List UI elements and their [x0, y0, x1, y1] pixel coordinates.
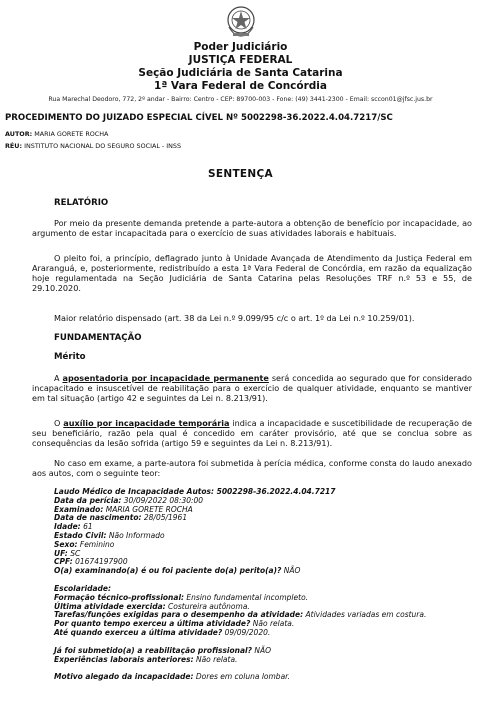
reu-label: RÉU:	[5, 142, 23, 150]
laudo-value: 01674197900	[75, 557, 128, 567]
laudo-block	[54, 488, 474, 682]
header-line-3: Seção Judiciária de Santa Catarina	[138, 67, 343, 79]
heading-fundamentacao: FUNDAMENTAÇÃO	[54, 333, 142, 343]
header-line-4: 1ª Vara Federal de Concórdia	[154, 80, 327, 92]
laudo-value: Atividades variadas em costura.	[305, 610, 427, 620]
laudo-title: Laudo Médico de Incapacidade Autos: 5002298-36.2022.4.04.7217	[54, 487, 336, 496]
laudo-key: Escolaridade:	[54, 583, 111, 593]
laudo-value: Dores em coluna lombar.	[195, 672, 290, 682]
p5-post: indica a incapacidade e suscetibilidade de recuperação de seu beneficiário, razão pela qual é concedido em caráter provisório, até que se conclua sobre as consequências da lesão sofrida (artigo 59 e seguintes da Lei n. 8.213/91).	[32, 418, 472, 448]
laudo-value: MARIA GORETE ROCHA	[105, 504, 193, 514]
autor-label: AUTOR:	[5, 130, 33, 138]
laudo-key: Formação técnico-profissional:	[54, 592, 185, 602]
header-line-1: Poder Judiciário	[193, 41, 288, 53]
laudo-value: Ensino fundamental incompleto.	[186, 592, 309, 602]
laudo-key: Sexo:	[54, 539, 78, 549]
heading-merito: Mérito	[54, 352, 86, 362]
p5-pre: O	[54, 418, 64, 428]
laudo-key: O(a) examinando(a) é ou foi paciente do(a) perito(a)?	[54, 566, 282, 576]
header-line-2: JUSTIÇA FEDERAL	[188, 54, 293, 66]
laudo-key: Estado Civil:	[54, 530, 107, 540]
paragraph-2: O pleito foi, a princípio, deflagrado junto à Unidade Avançada de Atendimento da Justiça Federal em Araranguá, e, posteriormente, redistribuído a esta 1ª Vara Federal de Concórdia, em razão da equalização hoje regulamentada na Seção Judiciária de Santa Catarina pelas Resoluções TRF n.º 53 e 55, de 29.10.2020.	[32, 253, 472, 293]
laudo-value: Feminino	[79, 539, 115, 549]
court-address: Rua Marechal Deodoro, 772, 2º andar - Bairro: Centro - CEP: 89700-003 - Fone: (49) 3441-2300 - Email: sccon01@jfsc.jus.br	[48, 96, 433, 103]
process-number: PROCEDIMENTO DO JUIZADO ESPECIAL CÍVEL Nº 5002298-36.2022.4.04.7217/SC	[5, 113, 393, 123]
laudo-value: NÃO	[254, 645, 271, 655]
laudo-key: Examinado:	[54, 504, 104, 514]
laudo-value: Não Informado	[108, 530, 165, 540]
laudo-value: 61	[83, 522, 93, 532]
laudo-key: Motivo alegado da incapacidade:	[54, 672, 194, 682]
laudo-key: Por quanto tempo exerceu a última atividade?	[54, 619, 251, 629]
laudo-key: Idade:	[54, 522, 81, 532]
laudo-key: Tarefas/funções exigidas para o desempenho da atividade:	[54, 610, 304, 620]
paragraph-1: Por meio da presente demanda pretende a parte-autora a obtenção de benefício por incapacidade, ao argumento de estar incapacitada para o exercício de suas atividades laborais e habituais.	[32, 218, 472, 238]
laudo-key: Data da perícia:	[54, 495, 122, 505]
laudo-value: 09/09/2020.	[224, 627, 271, 637]
party-autor	[5, 130, 108, 138]
laudo-key: Experiências laborais anteriores:	[54, 654, 194, 664]
laudo-value: 30/09/2022 08:30:00	[123, 495, 204, 505]
laudo-value: NÃO	[283, 566, 301, 576]
laudo-value: Não relata.	[195, 654, 238, 664]
coat-of-arms-icon	[226, 5, 256, 38]
laudo-key: Data de nascimento:	[54, 513, 142, 523]
paragraph-4	[32, 373, 472, 403]
laudo-key: Já foi submetido(a) a reabilitação profissional?	[54, 645, 252, 655]
party-reu	[5, 142, 181, 150]
p5-bold: auxílio por incapacidade temporária	[63, 418, 230, 428]
heading-relatorio: RELATÓRIO	[54, 198, 109, 208]
paragraph-5	[32, 418, 472, 448]
p4-post: será concedida ao segurado que for considerado incapacitado e insuscetível de reabilitação para o exercício de qualquer atividade, enquanto se mantiver em tal situação (artigo 42 e seguintes da Lei n. 8.213/91).	[32, 373, 472, 403]
reu-name: INSTITUTO NACIONAL DO SEGURO SOCIAL - INSS	[24, 142, 182, 150]
laudo-key: UF:	[54, 548, 68, 558]
laudo-value: 28/05/1961	[143, 513, 188, 523]
document-title: SENTENÇA	[208, 168, 273, 180]
paragraph-3: Maior relatório dispensado (art. 38 da Lei n.º 9.099/95 c/c o art. 1º da Lei n.º 10.259/01).	[54, 313, 415, 323]
laudo-value: Não relata.	[252, 619, 295, 629]
laudo-value: Costureira autônoma.	[168, 601, 250, 611]
laudo-key: Até quando exerceu a última atividade?	[54, 627, 223, 637]
laudo-value: SC	[70, 548, 81, 558]
p4-bold: aposentadoria por incapacidade permanente	[62, 373, 269, 383]
laudo-key: Última atividade exercida:	[54, 601, 166, 611]
autor-name: MARIA GORETE ROCHA	[34, 130, 109, 138]
p4-pre: A	[54, 373, 63, 383]
laudo-key: CPF:	[54, 557, 73, 567]
paragraph-6: No caso em exame, a parte-autora foi submetida à perícia médica, conforme consta do laudo anexado aos autos, com o seguinte teor:	[32, 458, 472, 478]
